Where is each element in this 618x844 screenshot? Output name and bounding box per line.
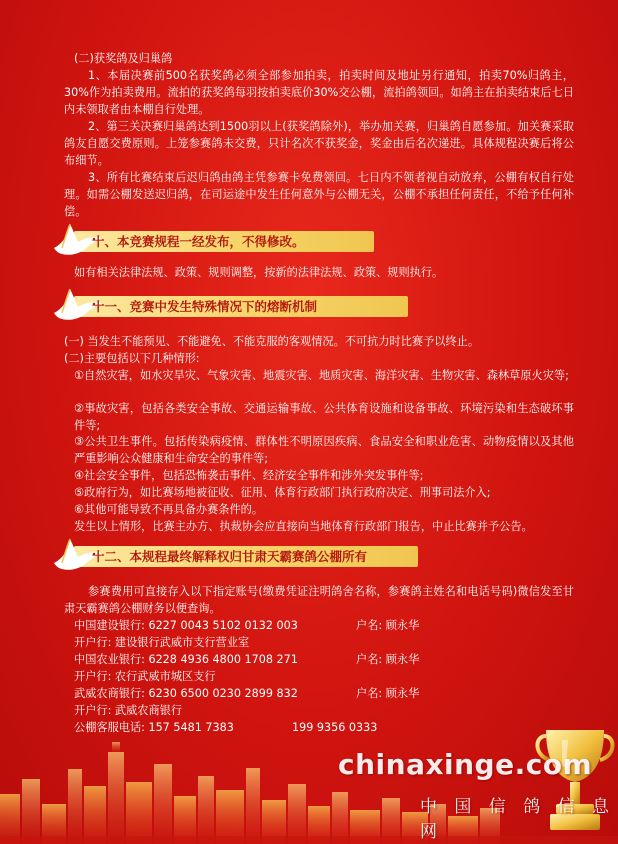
section-11-title: 十一、竞赛中发生特殊情况下的熔断机制: [92, 299, 318, 314]
account-name-ccb: 户名: 顾永华: [356, 619, 420, 632]
section-11-closing: 发生以上情形，比赛主办方、执裁协会应直接向当地体育行政部门报告，中止比赛并予公告。: [74, 520, 533, 533]
account-branch-abc: 开户行: 农行武威市城区支行: [74, 670, 216, 683]
watermark-domain: chinaxinge.com: [338, 748, 593, 781]
section-11-case-2: ②事故灾害，包括各类安全事故、交通运输事故、公共体育设施和设备事故、环境污染和生态破坏事件等;: [74, 402, 574, 432]
section-11-case-3: ③公共卫生事件。包括传染病疫情、群体性不明原因疾病、食品安全和职业危害、动物疫情以及其他严重影响公众健康和生命安全的事件等;: [74, 435, 574, 465]
section-11-line-2: (二)主要包括以下几种情形:: [64, 352, 200, 365]
service-phone-1: 公棚客服电话: 157 5481 7383: [74, 721, 234, 734]
section-heading-awards: (二)获奖鸽及归巢鸽: [74, 52, 173, 65]
account-name-abc: 户名: 顾永华: [356, 653, 420, 666]
service-phone-2: 199 9356 0333: [292, 721, 378, 734]
section-10-title: 十、本竞赛规程一经发布，不得修改。: [92, 234, 305, 249]
section-12-title: 十二、本规程最终解释权归甘肃天霸赛鸽公棚所有: [92, 549, 368, 564]
section-11-case-1: ①自然灾害，如水灾旱灾、气象灾害、地震灾害、地质灾害、海洋灾害、生物灾害、森林草原火灾等;: [74, 369, 569, 382]
awards-item-2: 2、第三关决赛归巢鸽达到1500羽以上(获奖鸽除外)，举办加关赛，归巢鸽自愿参加。加关赛采取鸽友自愿交费原则。上笼参赛鸽未交费，只计名次不获奖金，奖金由后名次递进。具体规程决赛后将公布细节。: [64, 120, 574, 167]
account-branch-rcb: 开户行: 武威农商银行: [74, 704, 183, 717]
account-bank-abc: 中国农业银行: 6228 4936 4800 1708 271: [74, 653, 298, 666]
account-branch-ccb: 开户行: 建设银行武威市支行营业室: [74, 636, 250, 649]
section-11-case-5: ⑤政府行为，如比赛场地被征收、征用、体育行政部门执行政府决定、刑事司法介入;: [74, 486, 491, 499]
account-bank-ccb: 中国建设银行: 6227 0043 5102 0132 003: [74, 619, 298, 632]
section-12-intro: 参赛费用可直接存入以下指定账号(缴费凭证注明鸽舍名称，参赛鸽主姓名和电话号码)微信发至甘肃天霸赛鸽公棚财务以便查询。: [64, 585, 574, 615]
section-11-case-4: ④社会安全事件，包括恐怖袭击事件、经济安全事件和涉外突发事件等;: [74, 469, 424, 482]
section-10-body: 如有相关法律法规、政策、规则调整，按新的法律法规、政策、规则执行。: [74, 266, 444, 279]
awards-item-3: 3、所有比赛结束后迟归鸽由鸽主凭参赛卡免费领回。七日内不领者视自动放弃，公棚有权自行处理。如需公棚发送迟归鸽，在司运途中发生任何意外与公棚无关，公棚不承担任何责任，不给予任何补偿。: [64, 171, 574, 218]
awards-item-1: 1、本届决赛前500名获奖鸽必须全部参加拍卖，拍卖时间及地址另行通知，拍卖70%归鸽主，30%作为拍卖费用。流拍的获奖鸽每羽按拍卖底价30%交公棚，流拍鸽领回。如鸽主在拍卖结束后七日内未领取者由本棚自行处理。: [64, 69, 574, 116]
account-name-rcb: 户名: 顾永华: [356, 687, 420, 700]
section-11-line-1: (一) 当发生不能预见、不能避免、不能克服的客观情况。不可抗力时比赛予以终止。: [64, 335, 480, 348]
account-bank-rcb: 武威农商银行: 6230 6500 0230 2899 832: [74, 687, 298, 700]
watermark-site-name: 中 国 信 鸽 信 息 网: [420, 797, 616, 842]
section-11-case-6: ⑥其他可能导致不再具备办赛条件的。: [74, 503, 264, 516]
